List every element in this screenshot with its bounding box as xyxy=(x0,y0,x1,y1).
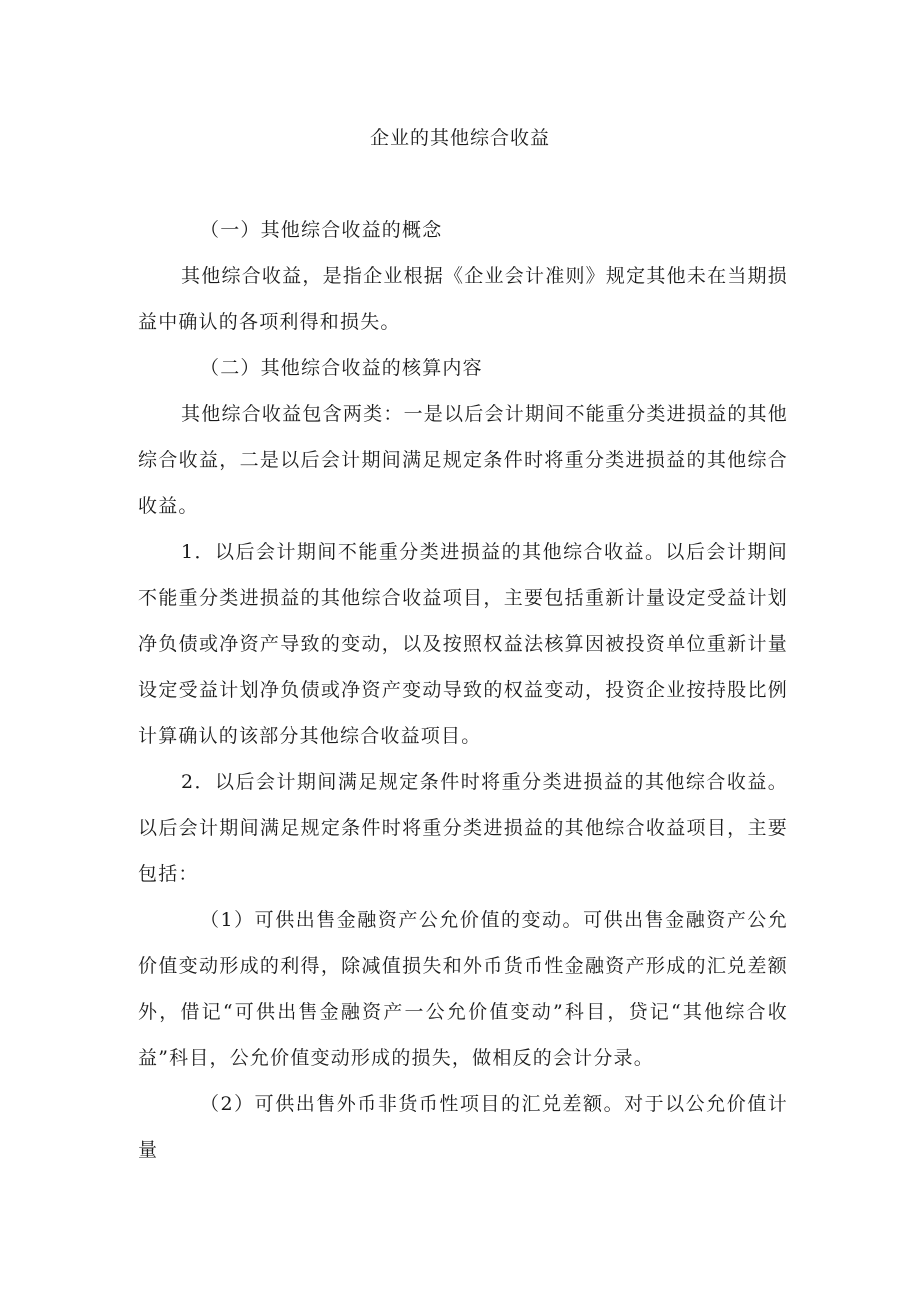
section-heading-concept: （一）其他综合收益的概念 xyxy=(200,219,443,241)
page-title: 企业的其他综合收益 xyxy=(369,127,550,149)
paragraph-item-2: 2．以后会计期间满足规定条件时将重分类进损益的其他综合收益。以后会计期间满足规定条件时将重分类进损益的其他综合收益项目，主要包括： xyxy=(138,771,788,885)
section-heading-content: （二）其他综合收益的核算内容 xyxy=(200,357,483,379)
paragraph-two-types: 其他综合收益包含两类：一是以后会计期间不能重分类进损益的其他综合收益，二是以后会计期间满足规定条件时将重分类进损益的其他综合收益。 xyxy=(138,403,788,517)
paragraph-definition: 其他综合收益，是指企业根据《企业会计准则》规定其他未在当期损益中确认的各项利得和损失。 xyxy=(138,265,788,333)
document-body xyxy=(138,207,788,1173)
paragraph-subitem-2: （2）可供出售外币非货币性项目的汇兑差额。对于以公允价值计量 xyxy=(138,1093,788,1161)
paragraph-subitem-1: （1）可供出售金融资产公允价值的变动。可供出售金融资产公允价值变动形成的利得，除减值损失和外币货币性金融资产形成的汇兑差额外，借记“可供出售金融资产一公允价值变动”科目，贷记“其他综合收益”科目，公允价值变动形成的损失，做相反的会计分录。 xyxy=(138,909,788,1069)
paragraph-item-1: 1．以后会计期间不能重分类进损益的其他综合收益。以后会计期间不能重分类进损益的其他综合收益项目，主要包括重新计量设定受益计划净负债或净资产导致的变动，以及按照权益法核算因被投资单位重新计量设定受益计划净负债或净资产变动导致的权益变动，投资企业按持股比例计算确认的该部分其他综合收益项目。 xyxy=(138,541,788,747)
